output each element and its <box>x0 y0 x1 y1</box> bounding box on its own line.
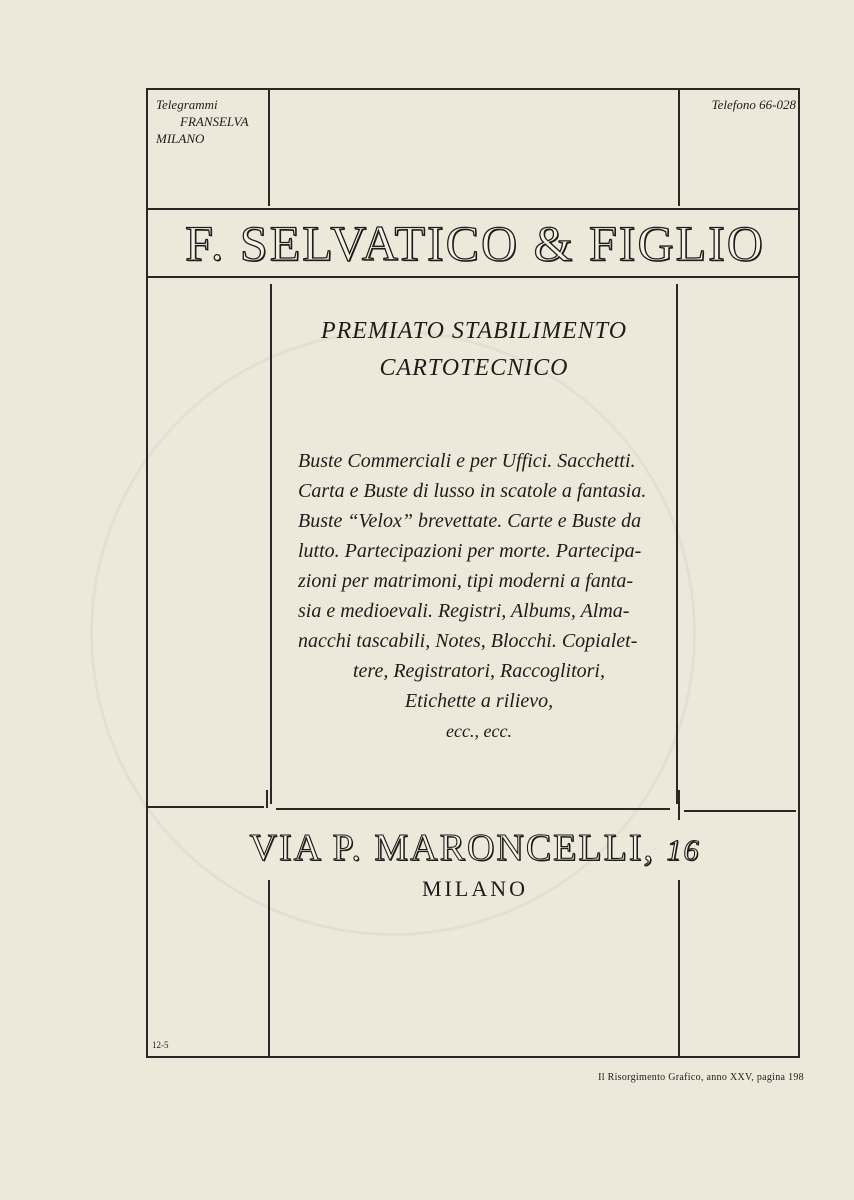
product-line: ecc., ecc. <box>446 721 512 741</box>
product-line: sia e medioevali. Registri, Albums, Alma- <box>298 600 630 622</box>
address-tick-right <box>678 790 680 820</box>
street-number: 16 <box>666 834 701 867</box>
company-name: F. SELVATICO & FIGLIO <box>185 215 765 271</box>
product-line: Buste Commerciali e per Uffici. Sacchetti. <box>298 450 636 472</box>
product-line: tere, Registratori, Raccoglitori, <box>352 660 605 682</box>
address-rule-left <box>148 806 264 808</box>
page-code: 12-5 <box>152 1040 169 1050</box>
header-rule-right <box>678 90 680 206</box>
street-address <box>150 826 800 870</box>
address-rule-center <box>276 808 670 810</box>
footer-rule-right <box>678 880 680 1056</box>
title-rule-top <box>148 208 798 210</box>
telegram-block <box>156 96 249 147</box>
product-line: lutto. Partecipazioni per morte. Partecipa- <box>298 540 642 562</box>
street-name: VIA P. MARONCELLI, <box>249 827 655 869</box>
product-line: nacchi tascabili, Notes, Blocchi. Copialet- <box>298 630 638 652</box>
address-rule-right <box>684 810 796 812</box>
telegram-label: Telegrammi <box>156 97 218 112</box>
product-line: zioni per matrimoni, tipi moderni a fanta- <box>298 570 633 592</box>
title-rule-bottom <box>148 276 798 278</box>
address-tick-left <box>266 790 268 808</box>
telegram-city: MILANO <box>156 131 205 146</box>
footer-rule-left <box>268 880 270 1056</box>
product-line: Buste “Velox” brevettate. Carte e Buste da <box>298 510 642 532</box>
subtitle-line-1: PREMIATO STABILIMENTO <box>320 318 628 344</box>
header-rule-left <box>268 90 270 206</box>
telegram-name: FRANSELVA <box>180 114 249 129</box>
telephone-number: Telefono 66-028 <box>711 97 796 112</box>
body-rule-right <box>676 284 678 804</box>
footer-credit: Il Risorgimento Grafico, anno XXV, pagina 198 <box>598 1072 804 1083</box>
product-line: Etichette a rilievo, <box>404 690 554 712</box>
product-list <box>298 446 660 746</box>
subtitle-line-2: CARTOTECNICO <box>379 355 569 381</box>
address-city: MILANO <box>422 876 528 901</box>
product-line: Carta e Buste di lusso in scatole a fantasia. <box>298 480 647 502</box>
